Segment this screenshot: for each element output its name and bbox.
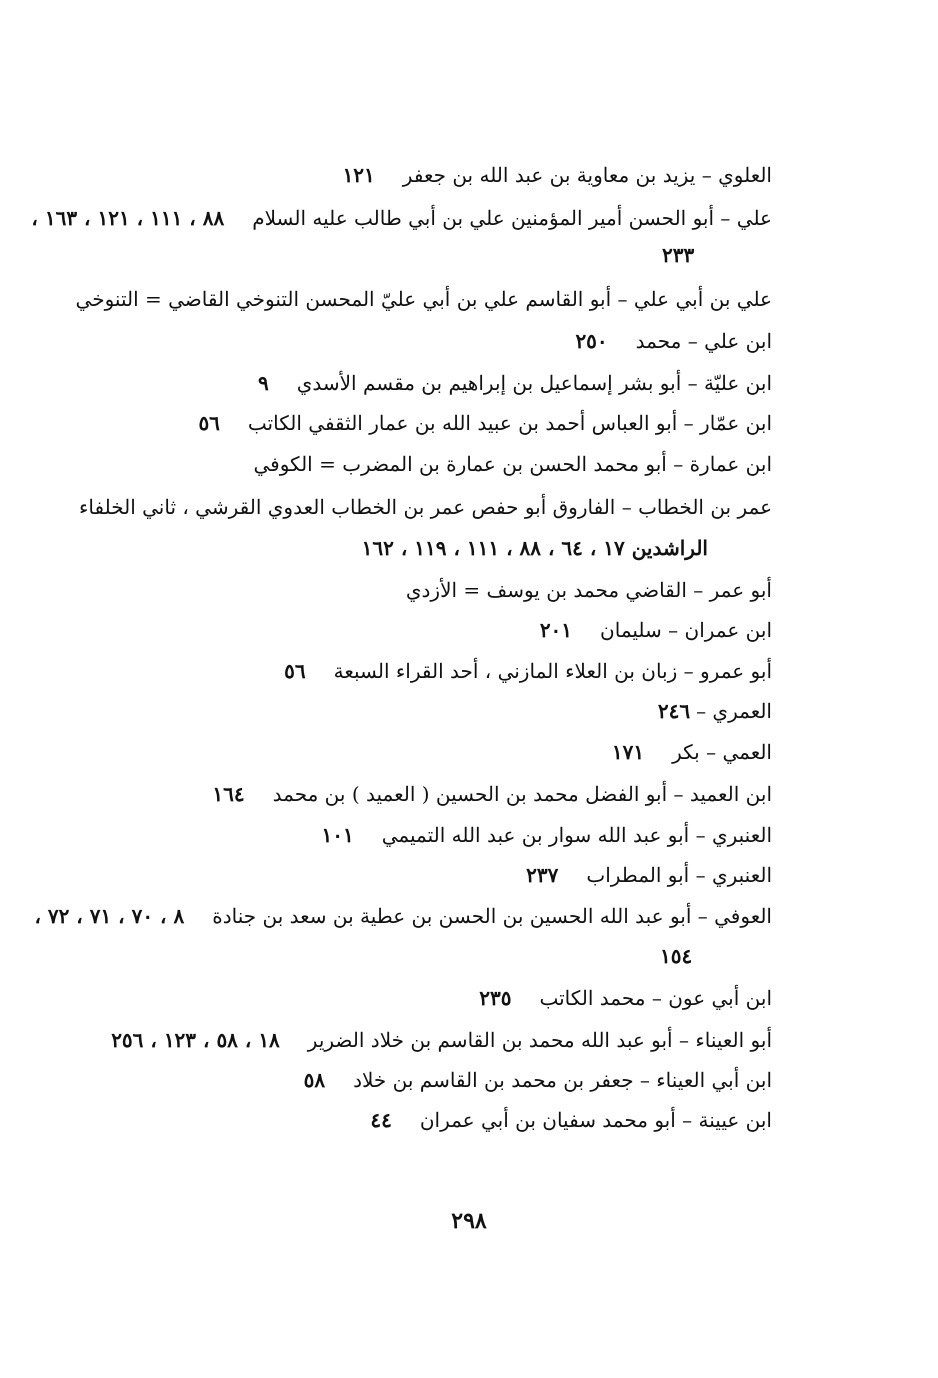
entry-text: علي – أبو الحسن أمير المؤمنين علي بن أبي طالب عليه السلام — [252, 206, 772, 230]
index-entry — [540, 615, 772, 645]
entry-text: علي بن أبي علي – أبو القاسم علي بن أبي عليّ المحسن التنوخي القاضي = التنوخي — [75, 287, 772, 311]
entry-text: أبو عمرو – زبان بن العلاء المازني ، أحد القراء السبعة — [333, 659, 772, 683]
entry-page-refs: ٢٠١ — [539, 618, 573, 642]
entry-text: العلوي – يزيد بن معاوية بن عبد الله بن جعفر — [402, 163, 772, 187]
index-entry — [378, 575, 772, 605]
index-entry — [225, 449, 772, 479]
entry-page-refs: ٨ ، ٧٠ ، ٧١ ، ٧٢ ، — [34, 904, 185, 928]
entry-text: العمري – — [696, 699, 772, 723]
index-entry — [51, 492, 772, 522]
entry-page-refs: ١٧١ — [611, 740, 645, 764]
entry-page-refs: ١٨ ، ٥٨ ، ١٢٣ ، ٢٥٦ — [111, 1028, 280, 1052]
entry-page-refs: ٢٤٦ — [657, 699, 691, 723]
page-number: ٢٩٨ — [451, 1208, 487, 1234]
entry-page-refs: ٢٣٥ — [479, 986, 512, 1010]
index-entry — [31, 203, 772, 233]
index-entry — [284, 656, 772, 686]
index-entry — [322, 820, 773, 850]
entry-text: ابن عمّار – أبو العباس أحمد بن عبيد الله بن عمار الثقفي الكاتب — [247, 411, 772, 435]
entry-page-refs: ٢٣٧ — [526, 863, 559, 887]
entry-page-refs: ٤٤ — [370, 1108, 392, 1132]
index-entry — [526, 860, 772, 890]
index-entry — [658, 696, 772, 726]
entry-page-refs: ٢٥٠ — [575, 329, 608, 353]
entry-text: ابن عيينة – أبو محمد سفيان بن أبي عمران — [419, 1108, 772, 1132]
index-entry — [111, 1025, 772, 1055]
entry-text: العوفي – أبو عبد الله الحسين بن الحسن بن عطية بن سعد بن جنادة — [212, 904, 772, 928]
entry-text: ابن عمران – سليمان — [600, 618, 772, 642]
entry-text: عمر بن الخطاب – الفاروق أبو حفص عمر بن الخطاب العدوي القرشي ، ثاني الخلفاء — [78, 495, 772, 519]
entry-text: العنبري – أبو المطراب — [586, 863, 772, 887]
entry-page-refs: ٨٨ ، ١١١ ، ١٢١ ، ١٦٣ ، — [31, 206, 225, 230]
entry-text: أبو العيناء – أبو عبد الله محمد بن القاسم بن خلاد الضرير — [307, 1028, 772, 1052]
index-entry — [575, 326, 772, 356]
entry-text: ابن عليّة – أبو بشر إسماعيل بن إبراهيم بن مقسم الأسدي — [296, 371, 772, 395]
entry-text: العنبري – أبو عبد الله سوار بن عبد الله التميمي — [381, 823, 772, 847]
index-entry — [258, 368, 772, 398]
index-entry — [479, 983, 772, 1013]
entry-page-refs: ١٦٤ — [212, 782, 245, 806]
entry-text: ابن أبي العيناء – جعفر بن محمد بن القاسم بن خلاد — [353, 1068, 772, 1092]
entry-text: أبو عمر – القاضي محمد بن يوسف = الأزدي — [405, 578, 772, 602]
entry-page-refs: ١٠١ — [321, 823, 354, 847]
entry-text: ابن العميد – أبو الفضل محمد بن الحسين ( العميد ) بن محمد — [272, 782, 772, 806]
index-entry — [212, 779, 772, 809]
entry-page-refs: ١٢١ — [342, 163, 375, 187]
index-entry — [343, 160, 772, 190]
index-entry — [34, 901, 772, 931]
entry-continuation: ١٥٤ — [660, 944, 693, 968]
entry-text: ابن علي – محمد — [635, 329, 772, 353]
index-entry — [198, 408, 772, 438]
entry-page-refs: ٥٦ — [284, 659, 306, 683]
entry-text: ابن عمارة – أبو محمد الحسن بن عمارة بن المضرب = الكوفي — [253, 452, 772, 476]
entry-page-refs: ٥٨ — [303, 1068, 326, 1092]
index-entry — [48, 284, 772, 314]
entry-page-refs: ٥٦ — [198, 411, 220, 435]
entry-continuation: الراشدين ١٧ ، ٦٤ ، ٨٨ ، ١١١ ، ١١٩ ، ١٦٢ — [361, 536, 708, 560]
entry-page-refs: ٩ — [257, 371, 269, 395]
index-entry — [612, 737, 772, 767]
entry-continuation: ٢٣٣ — [662, 243, 695, 267]
index-entry — [370, 1105, 772, 1135]
entry-text: ابن أبي عون – محمد الكاتب — [539, 986, 772, 1010]
entry-text: العمي – بكر — [672, 740, 772, 764]
index-entry — [304, 1065, 772, 1095]
